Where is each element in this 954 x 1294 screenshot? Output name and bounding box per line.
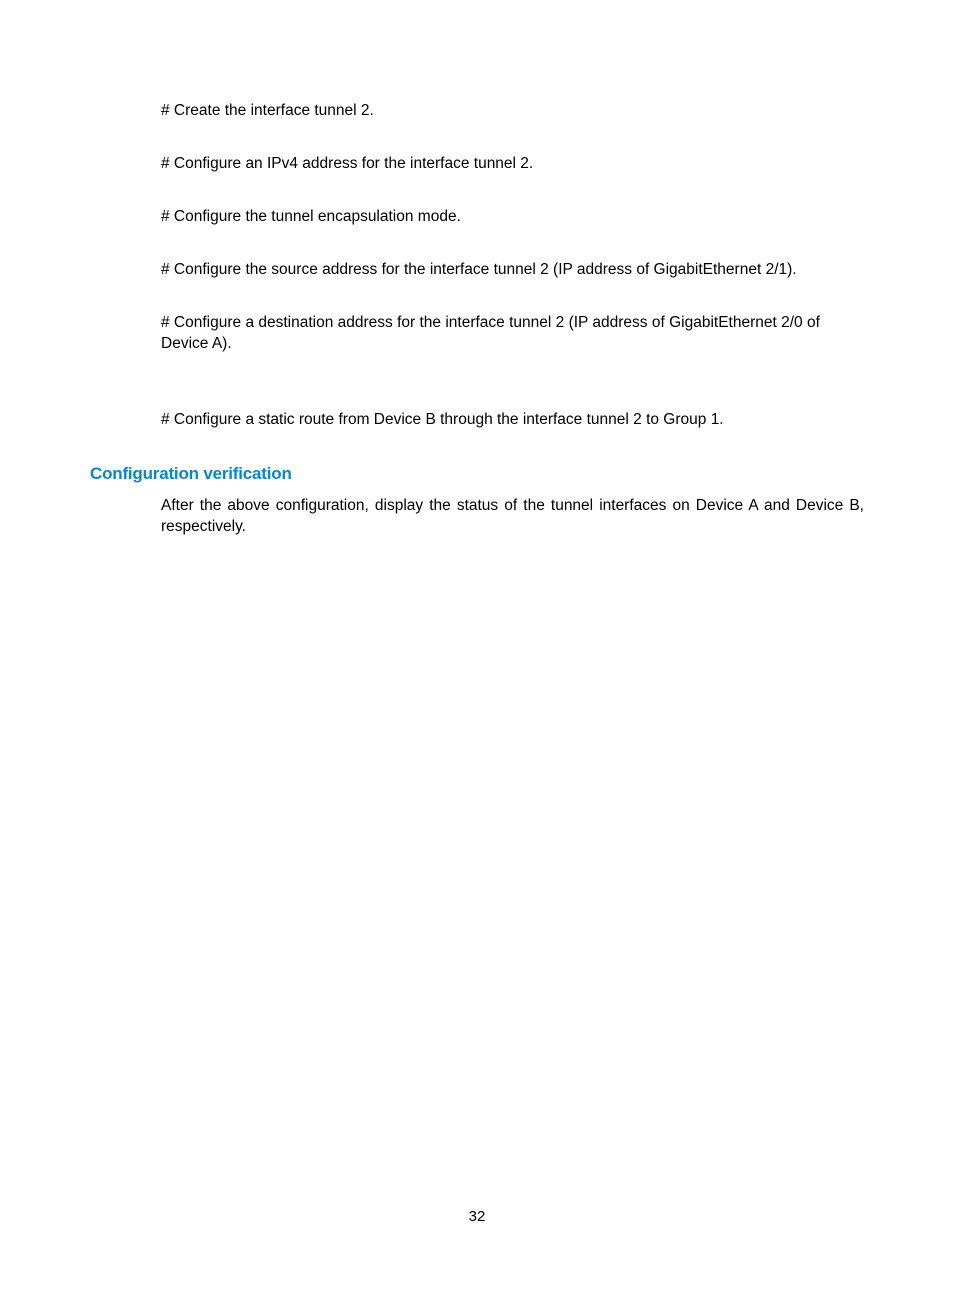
step-configure-destination-address: # Configure a destination address for the interface tunnel 2 (IP address of GigabitEthernet 2/0 of Device A). bbox=[161, 314, 820, 352]
step-configure-source-address: # Configure the source address for the interface tunnel 2 (IP address of GigabitEthernet 2/1). bbox=[161, 261, 797, 278]
section-heading: Configuration verification bbox=[90, 464, 292, 483]
step-create-tunnel: # Create the interface tunnel 2. bbox=[161, 102, 374, 119]
page-number: 32 bbox=[468, 1208, 486, 1225]
step-configure-ipv4-address: # Configure an IPv4 address for the interface tunnel 2. bbox=[161, 155, 534, 172]
step-configure-static-route: # Configure a static route from Device B through the interface tunnel 2 to Group 1. bbox=[161, 411, 724, 428]
step-configure-encapsulation: # Configure the tunnel encapsulation mode. bbox=[161, 208, 461, 225]
section-body: After the above configuration, display the status of the tunnel interfaces on Device A and Device B, respectively. bbox=[161, 497, 864, 535]
